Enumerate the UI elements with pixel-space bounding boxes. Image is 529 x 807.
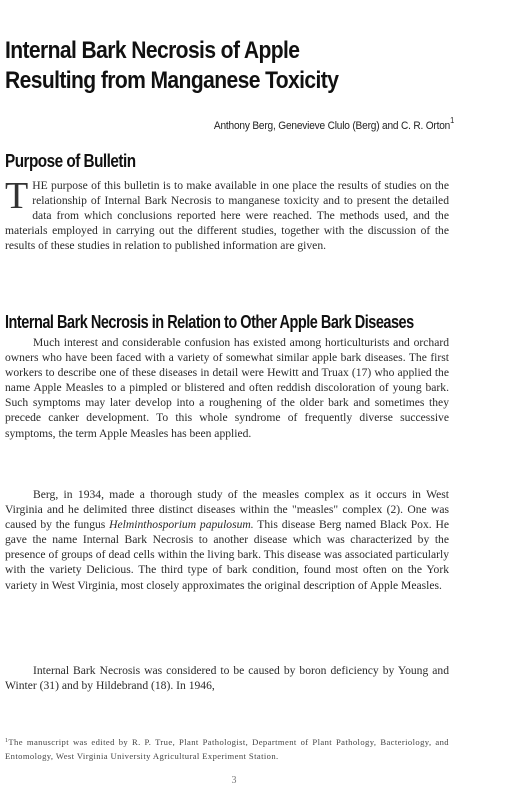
drop-cap: T: [5, 175, 29, 217]
author-footnote-marker: 1: [450, 116, 454, 125]
footnote-text: The manuscript was edited by R. P. True, Plant Pathologist, Department of Plant Pathology, Bacteriology, and Entomology, West Virginia University Agricultural Experiment Station.: [5, 737, 449, 761]
title-line-2: Resulting from Manganese Toxicity: [5, 67, 339, 94]
body-paragraph-2-start: Berg, in 1934, made a thorough study of the measles complex as it occurs in West Virginia and he delimited three distinct diseases within the "measles" complex (2). One was caused by the fungus: [5, 488, 449, 532]
body-paragraph-2: [5, 487, 449, 593]
body-paragraph-2-end: This disease Berg named Black Pox. He gave the name Internal Bark Necrosis to another disease which was characterized by the presence of groups of dead cells within the living bark. This disease was associated particularly with the variety Delicious. The third type of bark condition, found most often on the York variety in West Virginia, most closely approximates the original description of Apple Measles.: [5, 518, 449, 592]
footnote-marker: 1: [5, 738, 9, 744]
title-line-1: Internal Bark Necrosis of Apple: [5, 37, 300, 64]
fungus-species-name: Helminthosporium papulosum.: [109, 518, 254, 532]
purpose-paragraph: [5, 175, 449, 298]
section-heading-relation: Internal Bark Necrosis in Relation to Other Apple Bark Diseases: [5, 312, 414, 332]
author-byline: [213, 116, 454, 132]
page-number: 3: [231, 775, 237, 786]
body-paragraph-1: Much interest and considerable confusion has existed among horticulturists and orchard owners who have been faced with a variety of somewhat similar apple bark diseases. The first workers to describe one of these diseases in detail were Hewitt and Truax (17) who applied the name Apple Measles to a pimpled or blistered and often reddish discoloration of young bark. Such symptoms may later develop into a roughening of the older bark and sometimes they precede canker development. To this whole syndrome of frequently diverse successive symptoms, the term Apple Measles has been applied.: [5, 336, 449, 440]
footnote: [5, 737, 449, 762]
purpose-paragraph-text: HE purpose of this bulletin is to make available in one place the results of studies on the relationship of Internal Bark Necrosis to manganese toxicity and to present the detailed data from which conclusions reported here were reached. The methods used, and the materials employed in carrying out the different studies, together with the discussion of the results of these studies in relation to published information are given.: [5, 179, 449, 253]
bulletin-title: [5, 36, 409, 96]
author-names: Anthony Berg, Genevieve Clulo (Berg) and C. R. Orton: [213, 120, 451, 132]
body-paragraph-3: Internal Bark Necrosis was considered to be caused by boron deficiency by Young and Winter (31) and by Hildebrand (18). In 1946,: [5, 664, 449, 693]
section-heading-purpose: Purpose of Bulletin: [5, 151, 136, 171]
